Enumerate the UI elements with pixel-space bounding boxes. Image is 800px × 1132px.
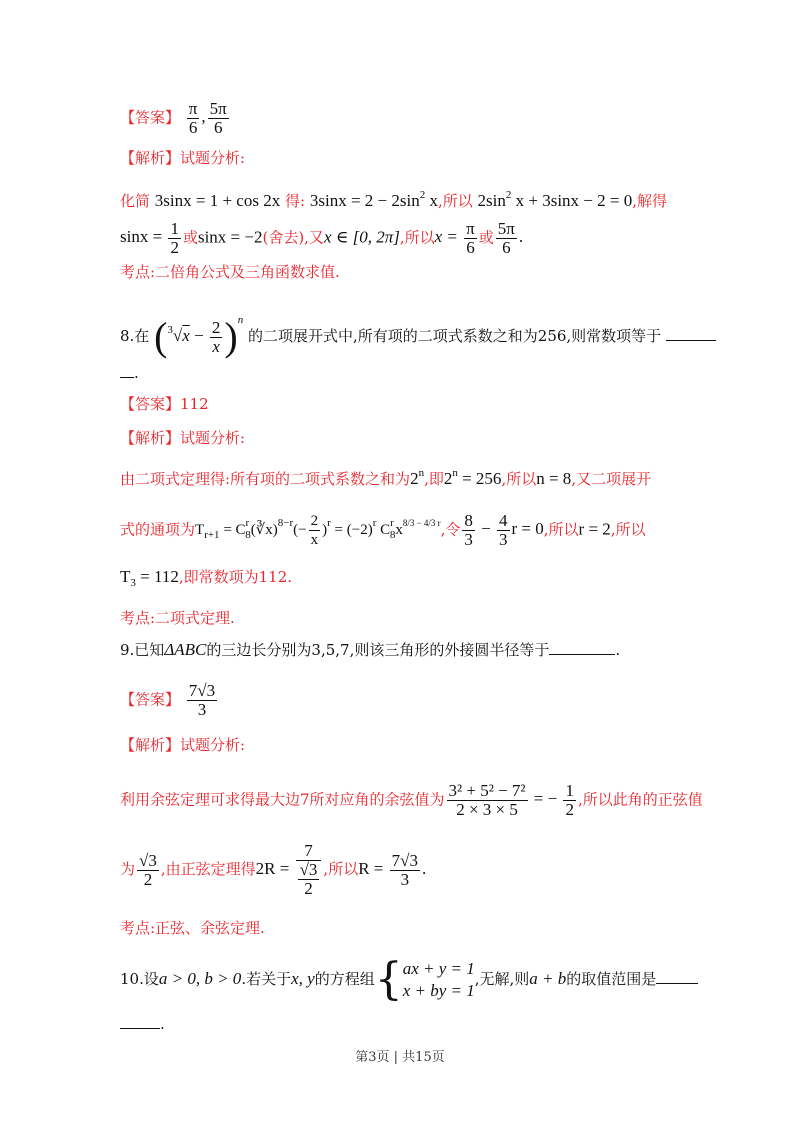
- analysis-8-line-1: 由二项式定理得:所有项的二项式系数之和为2$^n$,即$2^n = 256$,所以n = 8,又二项展开: [120, 467, 652, 488]
- answer-blank[interactable]: [120, 363, 134, 378]
- knowledge-point-9: 考点:正弦、余弦定理.: [120, 919, 265, 937]
- analysis-9-line-1: 利用余弦定理可求得最大边7所对应角的余弦值为 $\frac{\text{3² + 5² − 7²}}{2 \times 3 \times 5}$ = − $\frac{1}{2}$ ,所以此角的正弦值: [120, 781, 703, 819]
- answer-8: 【答案】112: [120, 395, 209, 413]
- analysis-tag: 【解析】试题分析:: [120, 149, 246, 167]
- answer-blank[interactable]: [120, 1014, 160, 1029]
- analysis-8-line-3: $T_3 = 112$,即常数项为112.: [120, 567, 293, 589]
- answer-9: 【答案】 $\frac{7√3}{3}$: [120, 681, 216, 719]
- page-footer: 第3页 | 共15页: [355, 1050, 445, 1065]
- analysis-9-line-2: 为 $\frac{√3}{2}$ ,由正弦定理得2R = $\frac{7}{\frac{√3}{2}}$ ,所以R = $\frac{7√3}{3}$ .: [120, 841, 427, 898]
- analysis-8-line-2: 式的通项为$T_{r+1}$ = $C^r_8(∛x)^{8-r}(-$ $\frac{2}{x}$ )$^r = (-2)^r$ $C^r_8x^{8/3 - 4/3 r}$,令 $\frac{8}{3}$ − $\frac{4}{3}$ r = 0,所以r = 2,所以: [120, 511, 646, 549]
- fraction: $\frac{5\pi}{6}$: [209, 99, 227, 137]
- analysis-7-line-2: sinx = $\frac{1}{2}$ 或sinx = −2(舍去),又x ∈ [0, 2π],所以x = $\frac{\pi}{6}$ 或 $\frac{5\pi}{6}$ .: [120, 219, 524, 257]
- question-8-cont: .: [120, 363, 139, 383]
- question-8: 8.在 ($^3$√x − $\frac{2}{x}$ )$^n$ 的二项展开式中,所有项的二项式系数之和为256,则常数项等于: [120, 310, 716, 357]
- answer-blank[interactable]: [549, 640, 615, 655]
- answer-blank[interactable]: [666, 326, 716, 341]
- question-10-cont: .: [120, 1014, 165, 1034]
- answer-blank[interactable]: [656, 969, 698, 984]
- answer-7: 【答案】 $\frac{\pi}{6}$ , $\frac{5\pi}{6}$: [120, 99, 227, 137]
- answer-tag: 【答案】: [120, 108, 181, 127]
- analysis-tag: 【解析】试题分析:: [120, 429, 246, 447]
- question-10: 10.设a > 0, b > 0.若关于x, y的方程组{ ax + y = 1 x + by = 1 ,无解,则a + b的取值范围是: [120, 958, 698, 1002]
- knowledge-point-8: 考点:二项式定理.: [120, 609, 235, 627]
- analysis-tag: 【解析】试题分析:: [120, 736, 246, 754]
- knowledge-point-7: 考点:二倍角公式及三角函数求值.: [120, 263, 340, 281]
- question-9: 9.已知ΔABC的三边长分别为3,5,7,则该三角形的外接圆半径等于 .: [120, 640, 621, 659]
- fraction: $\frac{\pi}{6}$: [188, 99, 198, 137]
- analysis-7-line-1: 化简 3sinx = 1 + cos 2x 得: $3\sin x = 2 - 2\sin^2$ x,所以 $2\sin^2$ x + 3sinx − 2 = 0,解得: [120, 189, 668, 210]
